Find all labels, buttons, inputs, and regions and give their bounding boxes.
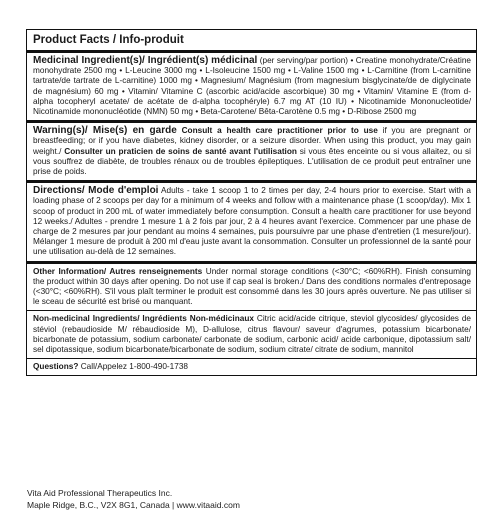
product-facts-panel [26, 29, 477, 376]
other-info-text: Under normal storage conditions (<30°C; <60%RH). Finish consuming the product within 30 days after opening. Do not use if cap seal is broken./ Dans des conditions normales d'entreposage (<30°C; <60%RH). S'il vous plaît terminer le produit est consommé dans les 30 jours après ouverture. Ne pas utiliser si le sceau de sécurité est brisé ou manquant. [33, 266, 471, 307]
warnings-text-fr: si vous êtes enceinte ou si vous allaitez, ou si vous souffrez de diabète, de troubles rénaux ou de troubles épileptiques. L'utilisation de ce produit peut entraîner une prise de poids. [33, 146, 472, 177]
medicinal-text: (per serving/par portion) • Creatine monohydrate/Créatine monohydrate 2500 mg • L-Leucine 3000 mg • L-Isoleucine 1500 mg • L-Valine 1500 mg • L-Carnitine (from L-carnitine tartrate/de tartrate de L-carnitine) 1000 mg • Magnesium/ Magnésium (from magnesium bisglycinate/de de diglycinate de magnésium) 60 mg • Vitamin/ Vitamine C (ascorbic acid/acide ascorbique) 30 mg • Vitamin/ Vitamine E (from d-alpha tocopheryl acetate/ de acétate de d-alpha tocophéryle) 6.7 mg AT (10 IU) • Nicotinamide Mononucleotide/ Nicotinamide mononucléotide (NMN) 50 mg • Beta-Carotene/ Bêta-Carotène 0.5 mg • D-Ribose 2500 mg [33, 56, 471, 117]
questions-section [27, 358, 476, 375]
warnings-section [27, 120, 476, 180]
directions-heading: Directions/ Mode d'emploi [33, 185, 159, 197]
company-footer [27, 487, 240, 511]
warnings-text-en: if you are pregnant or breastfeeding; or if you have diabetes, kidney disorder, or a seizure disorder. When using this product, you may gain weight./ [33, 126, 471, 156]
nonmedicinal-text: Citric acid/acide citrique, steviol glycosides/ glycosides de stéviol (rebaudioside M/ rébaudioside M), D-allulose, citrus flavour/ saveur d'agrumes, potassium bicarbonate/ bicarbonate de potassium, sodium carbonate/ carbonate de sodium, carbonic acid/ acide carbonique, dipotassium salt/ sel dipotassique, sodium bicarbonate/bicarbonate de sodium, sodium citrate/ citrate de sodium, mannitol [33, 314, 471, 355]
other-info-section [27, 261, 476, 311]
warnings-heading: Warning(s)/ Mise(s) en garde [33, 125, 177, 137]
other-info-heading: Other Information/ Autres renseignements [33, 266, 203, 276]
company-address: Maple Ridge, B.C., V2X 8G1, Canada | www.vitaaid.com [27, 500, 240, 510]
company-name: Vita Aid Professional Therapeutics Inc. [27, 488, 173, 498]
warnings-bold-en: Consult a health care practitioner prior to use [181, 126, 378, 136]
directions-text: Adults - take 1 scoop 1 to 2 times per day, 2-4 hours prior to exercise. Start with a loading phase of 2 scoops per day for a minimum of 4 weeks and follow with a maintenance phase (1 scoop/day). Mix 1 scoop of product in 200 mL of water immediately before consumption. Consult a health care practitioner for use beyond 12 weeks./ Adultes - prendre 1 mesure 1 à 2 fois par jour, 2 à 4 heures avant l'exercice. Commencer par une phase de charge de 2 mesures par jour pendant au moins 4 semaines, puis poursuivre par une phase d'entretien (1 mesure/jour). Mélanger 1 mesure de produit à 200 ml d'eau juste avant la consommation. Consulter un professionnel de la santé pour une utilisation au-delà de 12 semaines. [33, 186, 471, 257]
medicinal-section [27, 50, 476, 120]
questions-heading: Questions? [33, 362, 79, 372]
medicinal-heading: Medicinal Ingredient(s)/ Ingrédient(s) médicinal [33, 55, 258, 66]
panel-title: Product Facts / Info-produit [33, 34, 184, 46]
questions-text: Call/Appelez 1-800-490-1738 [80, 362, 189, 372]
warnings-bold-fr: Consulter un praticien de soins de santé avant l'utilisation [64, 146, 297, 156]
nonmedicinal-section [27, 310, 476, 358]
directions-section [27, 180, 476, 260]
nonmedicinal-heading: Non-medicinal Ingredients/ Ingrédients Non-médicinaux [33, 314, 254, 324]
